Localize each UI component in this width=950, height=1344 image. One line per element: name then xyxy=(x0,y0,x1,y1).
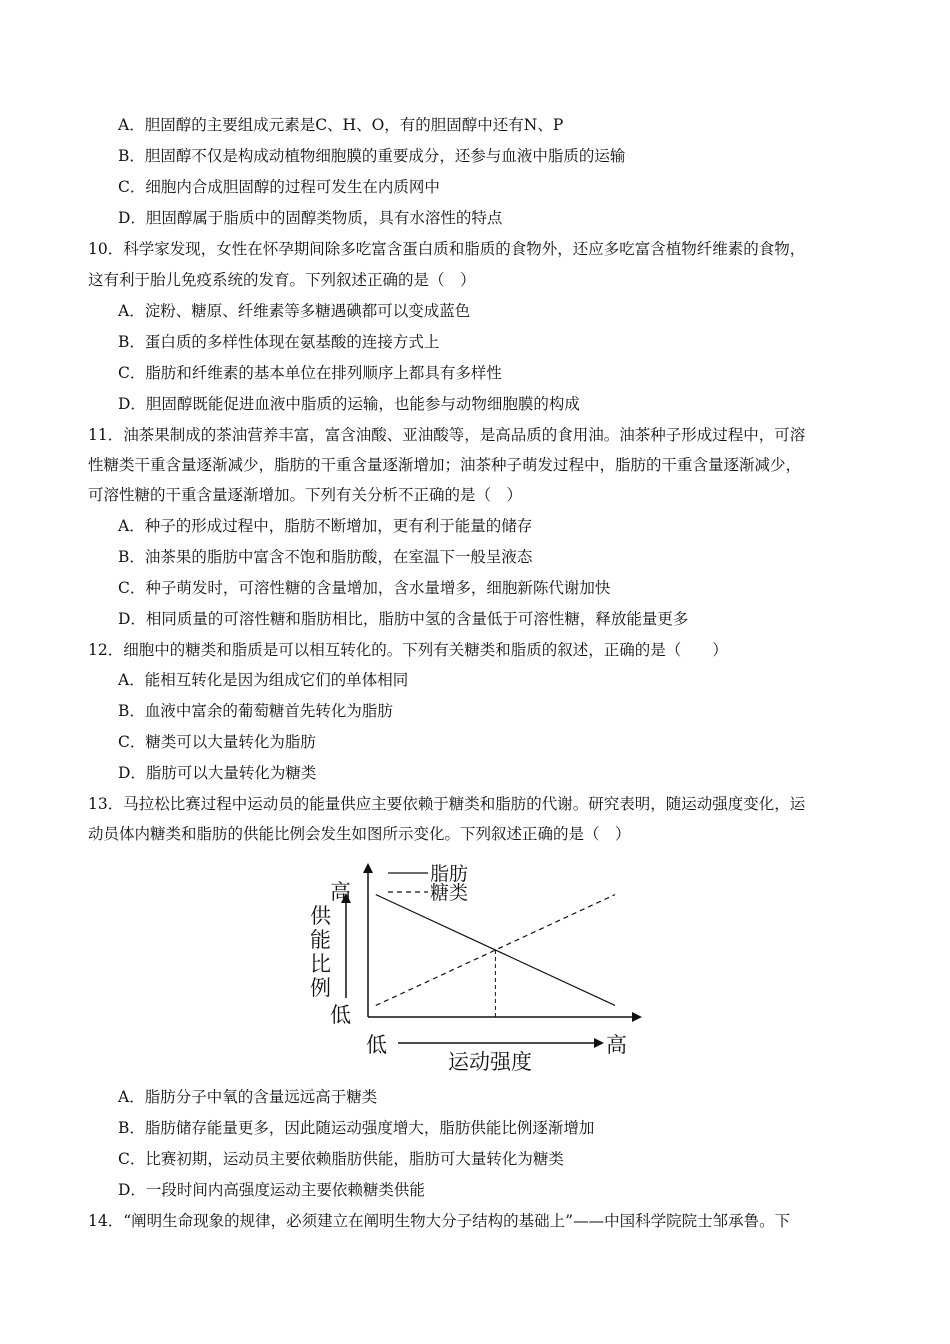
y-high-label: 高 xyxy=(330,880,351,904)
legend-label-fat: 脂肪 xyxy=(430,863,469,885)
q12-option-a: A．能相互转化是因为组成它们的单体相同 xyxy=(118,671,409,689)
q9-option-c: C．细胞内合成胆固醇的过程可发生在内质网中 xyxy=(118,178,440,196)
q13-option-d: D．一段时间内高强度运动主要依赖糖类供能 xyxy=(118,1181,425,1199)
x-high-label: 高 xyxy=(606,1033,627,1057)
q13-option-a: A．脂肪分子中氧的含量远远高于糖类 xyxy=(118,1088,378,1106)
y-axis-label-char: 供 xyxy=(310,904,331,928)
y-axis-label-char: 例 xyxy=(310,976,331,1000)
y-low-label: 低 xyxy=(330,1003,351,1027)
q13-stem-line-2: 动员体内糖类和脂肪的供能比例会发生如图所示变化。下列叙述正确的是（ ） xyxy=(88,825,631,843)
q12-option-d: D．脂肪可以大量转化为糖类 xyxy=(118,764,317,782)
q9-option-b: B．胆固醇不仅是构成动植物细胞膜的重要成分，还参与血液中脂质的运输 xyxy=(118,147,626,165)
q11-option-c: C．种子萌发时，可溶性糖的含量增加，含水量增多，细胞新陈代谢加快 xyxy=(118,579,611,597)
x-low-label: 低 xyxy=(366,1033,387,1057)
q10-option-b: B．蛋白质的多样性体现在氨基酸的连接方式上 xyxy=(118,333,440,351)
q11-stem-line-2: 性糖类干重含量逐渐减少，脂肪的干重含量逐渐增加；油茶种子萌发过程中，脂肪的干重含量逐渐减少， xyxy=(88,456,802,474)
y-axis-label xyxy=(310,904,332,1000)
legend-label-sugar: 糖类 xyxy=(430,882,469,904)
q11-stem-line-3: 可溶性糖的干重含量逐渐增加。下列有关分析不正确的是（ ） xyxy=(88,486,523,504)
q11-stem-line-1: 11．油茶果制成的茶油营养丰富，富含油酸、亚油酸等，是高品质的食用油。油茶种子形成过程中，可溶 xyxy=(88,426,806,444)
q12-option-c: C．糖类可以大量转化为脂肪 xyxy=(118,733,316,751)
q12-stem-line-1: 12．细胞中的糖类和脂质是可以相互转化的。下列有关糖类和脂质的叙述，正确的是（ ） xyxy=(88,641,728,659)
q12-option-b: B．血液中富余的葡萄糖首先转化为脂肪 xyxy=(118,702,393,720)
y-axis-label-char: 能 xyxy=(310,928,331,952)
q9-option-a: A．胆固醇的主要组成元素是C、H、O，有的胆固醇中还有N、P xyxy=(118,116,564,134)
q13-option-b: B．脂肪储存能量更多，因此随运动强度增大，脂肪供能比例逐渐增加 xyxy=(118,1119,595,1137)
q10-stem-line-1: 10．科学家发现，女性在怀孕期间除多吃富含蛋白质和脂质的食物外，还应多吃富含植物纤维素的食物， xyxy=(88,240,806,258)
q10-option-d: D．胆固醇既能促进血液中脂质的运输，也能参与动物细胞膜的构成 xyxy=(118,395,580,413)
q13-option-c: C．比赛初期，运动员主要依赖脂肪供能，脂肪可大量转化为糖类 xyxy=(118,1150,564,1168)
q11-option-a: A．种子的形成过程中，脂肪不断增加，更有利于能量的储存 xyxy=(118,517,533,535)
q11-option-b: B．油茶果的脂肪中富含不饱和脂肪酸，在室温下一般呈液态 xyxy=(118,548,533,566)
q10-option-c: C．脂肪和纤维素的基本单位在排列顺序上都具有多样性 xyxy=(118,364,502,382)
x-axis-label: 运动强度 xyxy=(448,1050,532,1074)
q14-stem-line-1: 14．“阐明生命现象的规律，必须建立在阐明生物大分子结构的基础上”——中国科学院院士邹承鲁。下 xyxy=(88,1212,791,1230)
y-axis-label-char: 比 xyxy=(310,952,331,976)
q13-stem-line-1: 13．马拉松比赛过程中运动员的能量供应主要依赖于糖类和脂肪的代谢。研究表明，随运动强度变化，运 xyxy=(88,795,806,813)
q9-option-d: D．胆固醇属于脂质中的固醇类物质，具有水溶性的特点 xyxy=(118,209,503,227)
energy-supply-chart xyxy=(300,855,650,1080)
q10-option-a: A．淀粉、糖原、纤维素等多糖遇碘都可以变成蓝色 xyxy=(118,302,471,320)
q10-stem-line-2: 这有利于胎儿免疫系统的发育。下列叙述正确的是（ ） xyxy=(88,271,476,289)
q11-option-d: D．相同质量的可溶性糖和脂肪相比，脂肪中氢的含量低于可溶性糖，释放能量更多 xyxy=(118,610,689,628)
